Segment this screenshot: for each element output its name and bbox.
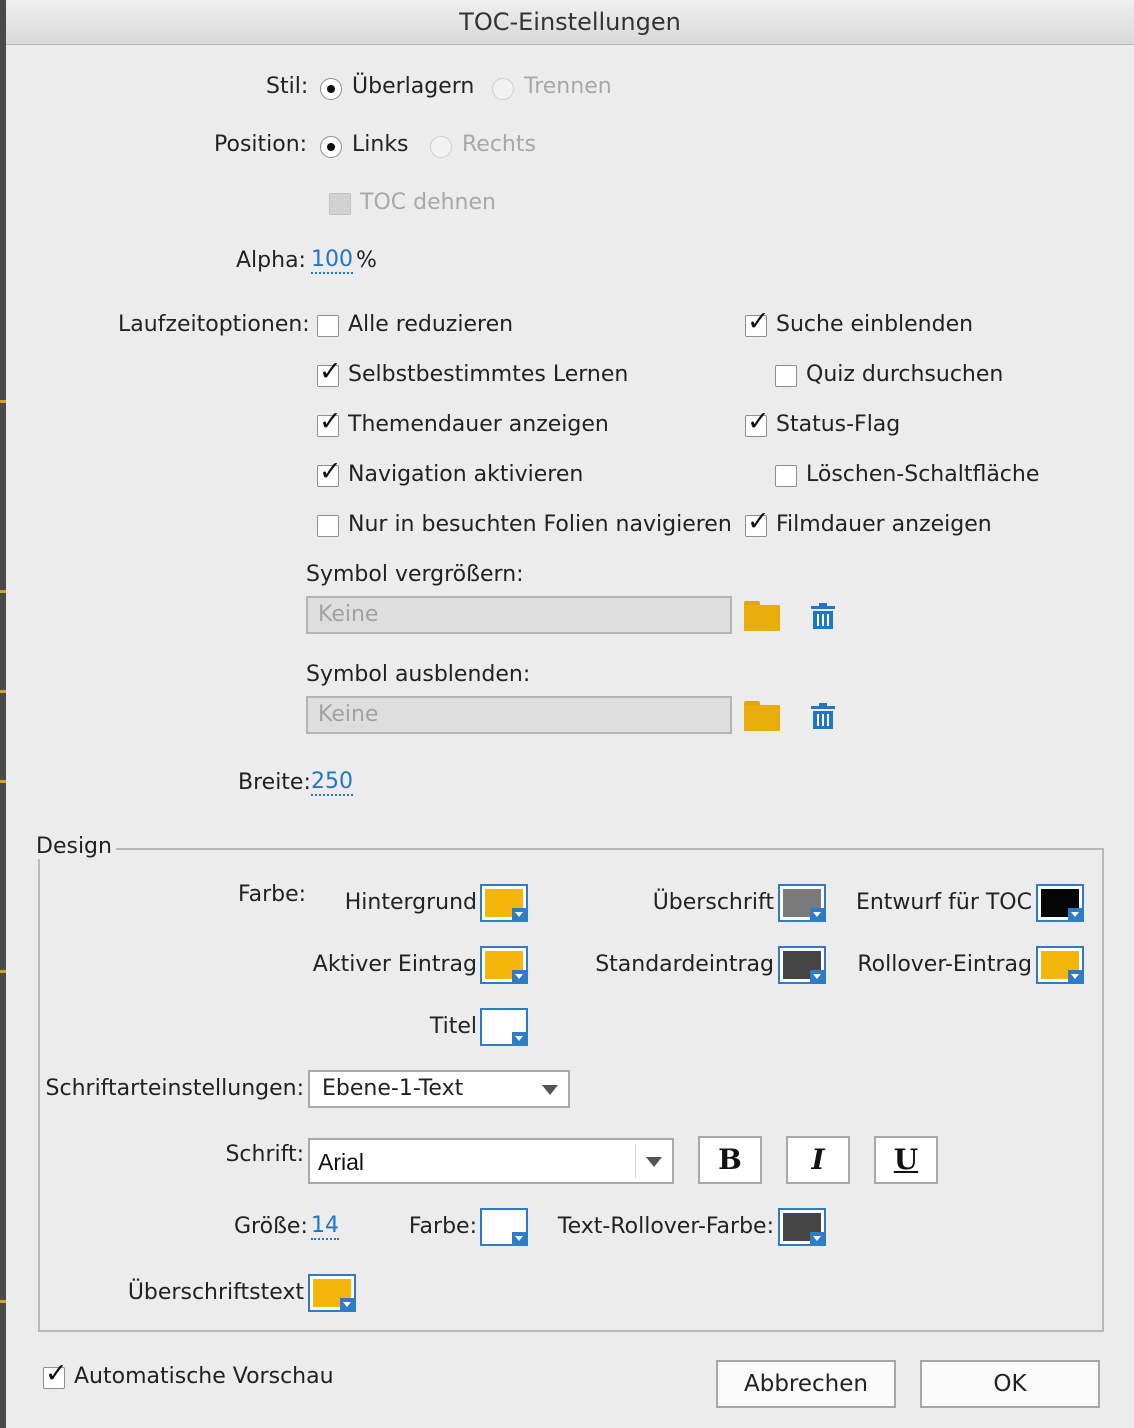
trash-icon[interactable] (811, 703, 835, 729)
filmdauer-label[interactable]: Filmdauer anzeigen (776, 512, 992, 537)
quiz-durchsuchen-label[interactable]: Quiz durchsuchen (806, 362, 1004, 387)
chevron-down-icon (810, 1232, 825, 1245)
text-farbe-label: Farbe: (408, 1214, 477, 1239)
status-flag-label[interactable]: Status-Flag (776, 412, 901, 437)
folder-icon[interactable] (744, 701, 780, 731)
chevron-down-icon (512, 970, 527, 983)
laufzeitoptionen-label: Laufzeitoptionen: (118, 312, 310, 337)
auto-preview-checkbox[interactable] (43, 1358, 68, 1389)
ok-button[interactable]: OK (920, 1360, 1100, 1408)
chevron-down-icon (810, 908, 825, 921)
check-icon: ✓ (45, 1358, 68, 1389)
symbol-ausblenden-label: Symbol ausblenden: (306, 662, 531, 687)
loeschen-schaltflaeche-checkbox[interactable] (775, 465, 797, 487)
selbstbestimmtes-lernen-label[interactable]: Selbstbestimmtes Lernen (348, 362, 629, 387)
stil-ueberlagern-radio[interactable] (320, 78, 342, 100)
chevron-down-icon (542, 1085, 558, 1095)
text-rollover-color-swatch[interactable] (778, 1208, 826, 1246)
trash-icon[interactable] (811, 603, 835, 629)
position-rechts-radio[interactable] (430, 136, 452, 158)
bold-button[interactable]: B (698, 1136, 762, 1184)
text-rollover-label: Text-Rollover-Farbe: (557, 1214, 774, 1239)
schrift-label: Schrift: (225, 1142, 304, 1167)
symbol-ausblenden-field[interactable]: Keine (306, 696, 732, 734)
chevron-down-icon (512, 908, 527, 921)
stil-label: Stil: (266, 74, 309, 99)
alle-reduzieren-label[interactable]: Alle reduzieren (348, 312, 514, 337)
selbstbestimmtes-lernen-checkbox[interactable] (317, 356, 342, 387)
window-title: TOC-Einstellungen (6, 0, 1134, 45)
italic-button[interactable]: I (786, 1136, 850, 1184)
filmdauer-checkbox[interactable] (745, 506, 770, 537)
titel-color-swatch[interactable] (480, 1008, 528, 1046)
check-icon: ✓ (319, 406, 342, 437)
standardeintrag-color-swatch[interactable] (778, 946, 826, 984)
schrift-value: Arial (318, 1149, 365, 1175)
position-label: Position: (214, 132, 308, 157)
nur-besuchte-folien-checkbox[interactable] (317, 515, 339, 537)
folder-icon[interactable] (744, 601, 780, 631)
farbe-label: Farbe: (238, 882, 307, 907)
alpha-label: Alpha: (236, 248, 306, 273)
themendauer-label[interactable]: Themendauer anzeigen (348, 412, 609, 437)
underline-button[interactable]: U (874, 1136, 938, 1184)
chevron-down-icon (646, 1157, 662, 1167)
stil-trennen-label[interactable]: Trennen (524, 74, 612, 99)
position-links-radio[interactable] (320, 136, 342, 158)
alpha-unit: % (356, 248, 377, 273)
entwurf-color-swatch[interactable] (1036, 884, 1084, 922)
suche-einblenden-checkbox[interactable] (745, 306, 770, 337)
chevron-down-icon (810, 970, 825, 983)
check-icon: ✓ (319, 456, 342, 487)
chevron-down-icon (1068, 908, 1083, 921)
breite-label: Breite: (238, 770, 311, 795)
rollover-eintrag-color-swatch[interactable] (1036, 946, 1084, 984)
select-divider (635, 1144, 636, 1178)
toc-dehnen-label[interactable]: TOC dehnen (360, 190, 496, 215)
auto-preview-label[interactable]: Automatische Vorschau (74, 1364, 334, 1389)
stil-ueberlagern-label[interactable]: Überlagern (352, 74, 475, 99)
navigation-aktivieren-label[interactable]: Navigation aktivieren (348, 462, 584, 487)
position-rechts-label[interactable]: Rechts (462, 132, 536, 157)
stil-trennen-radio[interactable] (492, 78, 514, 100)
entwurf-label: Entwurf für TOC (855, 890, 1032, 915)
check-icon: ✓ (747, 306, 770, 337)
toc-dehnen-checkbox[interactable] (329, 193, 351, 215)
schriftart-select[interactable] (308, 1070, 570, 1108)
breite-value[interactable]: 250 (311, 769, 353, 794)
suche-einblenden-label[interactable]: Suche einblenden (776, 312, 974, 337)
window-edge (0, 0, 6, 1428)
hintergrund-label: Hintergrund (344, 890, 477, 915)
alpha-value[interactable]: 100 (311, 247, 353, 272)
chevron-down-icon (1068, 970, 1083, 983)
schriftart-label: Schriftarteinstellungen: (45, 1076, 304, 1101)
quiz-durchsuchen-checkbox[interactable] (775, 365, 797, 387)
chevron-down-icon (340, 1298, 355, 1311)
standardeintrag-label: Standardeintrag (595, 952, 774, 977)
ueberschriftstext-label: Überschriftstext (127, 1280, 304, 1305)
navigation-aktivieren-checkbox[interactable] (317, 456, 342, 487)
schrift-select[interactable] (308, 1138, 674, 1184)
text-farbe-color-swatch[interactable] (480, 1208, 528, 1246)
titel-label: Titel (429, 1014, 477, 1039)
ueberschrift-label: Überschrift (652, 890, 774, 915)
aktiver-eintrag-color-swatch[interactable] (480, 946, 528, 984)
check-icon: ✓ (747, 406, 770, 437)
hintergrund-color-swatch[interactable] (480, 884, 528, 922)
schriftart-value: Ebene-1-Text (322, 1076, 464, 1101)
check-icon: ✓ (319, 356, 342, 387)
chevron-down-icon (512, 1232, 527, 1245)
ueberschrift-color-swatch[interactable] (778, 884, 826, 922)
cancel-button[interactable]: Abbrechen (716, 1360, 896, 1408)
ueberschriftstext-color-swatch[interactable] (308, 1274, 356, 1312)
symbol-vergroessern-label: Symbol vergrößern: (306, 562, 524, 587)
groesse-value[interactable]: 14 (311, 1213, 339, 1238)
themendauer-checkbox[interactable] (317, 406, 342, 437)
chevron-down-icon (512, 1032, 527, 1045)
alle-reduzieren-checkbox[interactable] (317, 315, 339, 337)
rollover-eintrag-label: Rollover-Eintrag (857, 952, 1032, 977)
nur-besuchte-folien-label[interactable]: Nur in besuchten Folien navigieren (348, 512, 732, 537)
symbol-vergroessern-field[interactable]: Keine (306, 596, 732, 634)
loeschen-schaltflaeche-label[interactable]: Löschen-Schaltfläche (806, 462, 1040, 487)
check-icon: ✓ (747, 506, 770, 537)
aktiver-eintrag-label: Aktiver Eintrag (312, 952, 477, 977)
design-label: Design (36, 834, 116, 859)
status-flag-checkbox[interactable] (745, 406, 770, 437)
groesse-label: Größe: (234, 1214, 308, 1239)
position-links-label[interactable]: Links (352, 132, 409, 157)
